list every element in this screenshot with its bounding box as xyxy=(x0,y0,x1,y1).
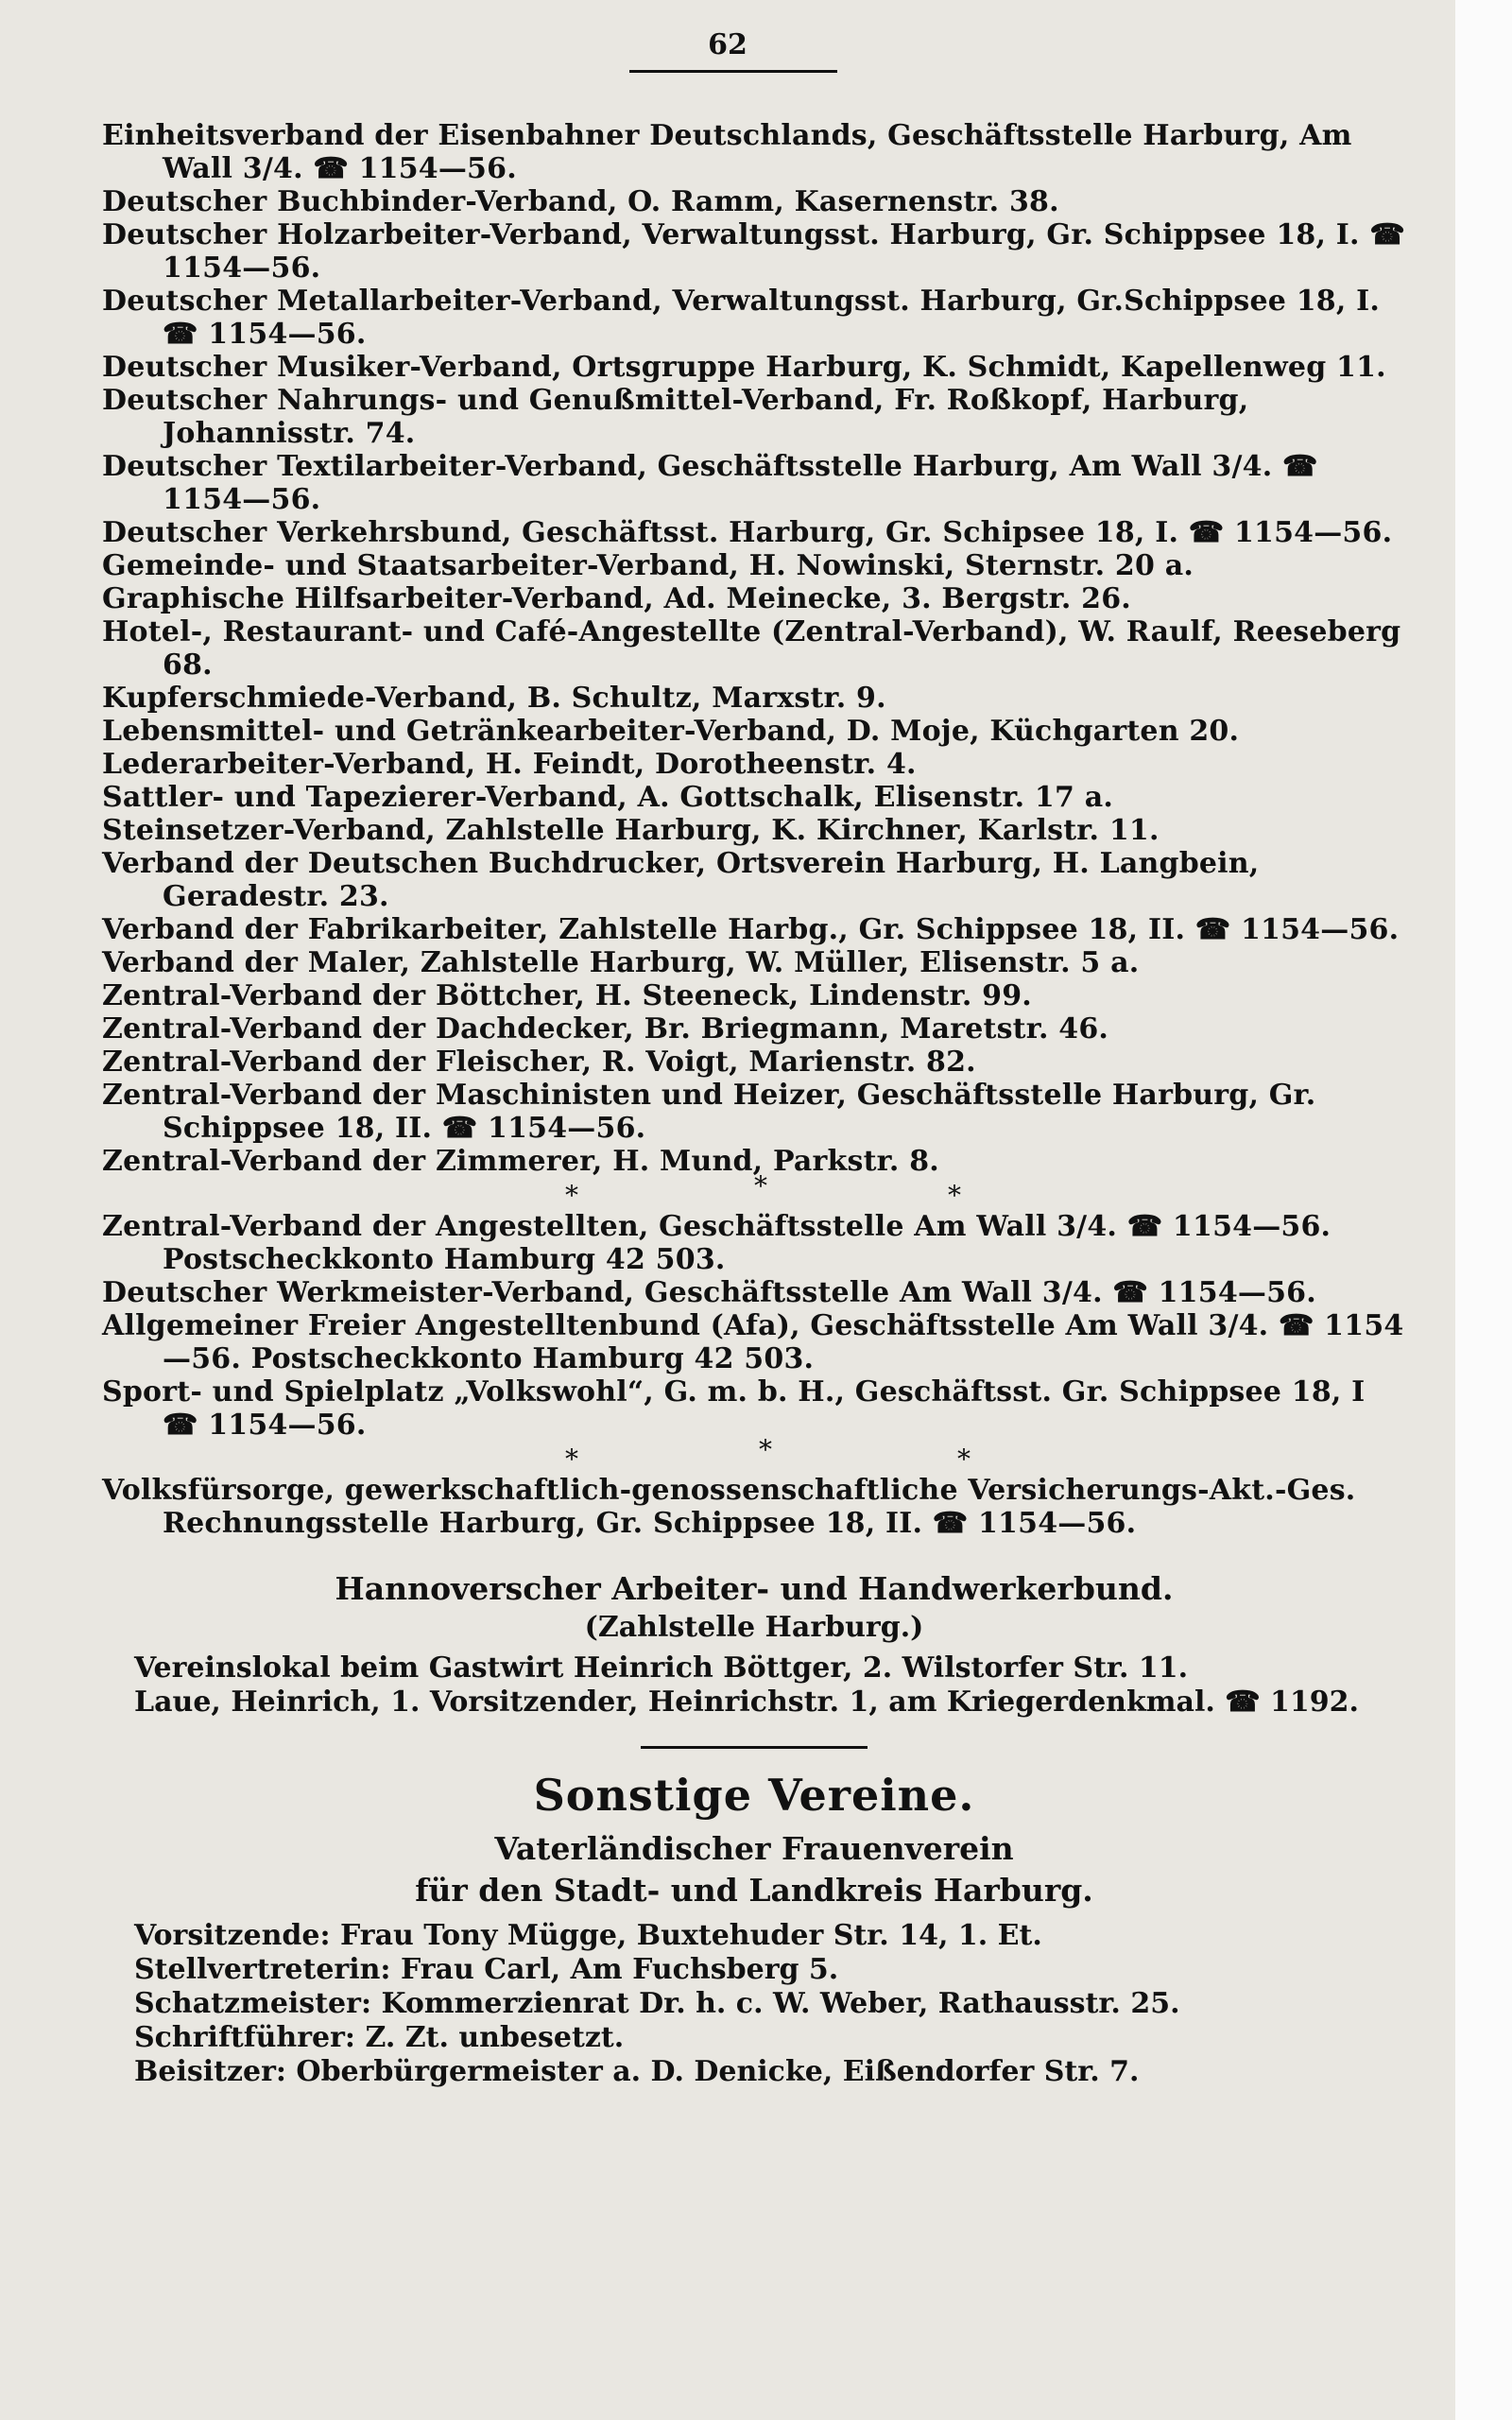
list-item: Steinsetzer-Verband, Zahlstelle Harburg, K. Kirchner, Karlstr. 11. xyxy=(102,814,1160,847)
list-item: Zentral-Verband der Maschinisten und Heizer, Geschäftsstelle Harburg, Gr. Schippsee 18, II. ☎ 1154—56. xyxy=(102,1079,1316,1145)
section-subtitle-hannover: (Zahlstelle Harburg.) xyxy=(584,1611,924,1644)
section-rule xyxy=(641,1746,868,1749)
star: * xyxy=(565,1180,578,1211)
list-item: Deutscher Holzarbeiter-Verband, Verwaltungsst. Harburg, Gr. Schippsee 18, I. ☎ 1154—56. xyxy=(102,218,1405,285)
union-list-c xyxy=(102,1474,1406,1540)
top-rule xyxy=(629,70,837,73)
union-list-a xyxy=(102,119,1406,1178)
list-item: Deutscher Buchbinder-Verband, O. Ramm, Kasernenstr. 38. xyxy=(102,185,1059,218)
page-number: 62 xyxy=(708,28,747,61)
star: * xyxy=(957,1443,971,1475)
list-item: Verband der Fabrikarbeiter, Zahlstelle Harbg., Gr. Schippsee 18, II. ☎ 1154—56. xyxy=(102,913,1400,946)
list-item: Vorsitzende: Frau Tony Mügge, Buxtehuder Str. 14, 1. Et. xyxy=(134,1919,1042,1952)
sonstige-lines xyxy=(102,1919,1406,2089)
star: * xyxy=(754,1170,767,1201)
list-item: Deutscher Verkehrsbund, Geschäftsst. Harburg, Gr. Schipsee 18, I. ☎ 1154—56. xyxy=(102,516,1393,549)
list-item: Zentral-Verband der Dachdecker, Br. Briegmann, Maretstr. 46. xyxy=(102,1012,1109,1046)
star: * xyxy=(565,1443,578,1475)
list-item: Kupferschmiede-Verband, B. Schultz, Marxstr. 9. xyxy=(102,682,886,715)
section-title-hannover: Hannoverscher Arbeiter- und Handwerkerbund. xyxy=(335,1570,1174,1607)
list-item: Deutscher Werkmeister-Verband, Geschäftsstelle Am Wall 3/4. ☎ 1154—56. xyxy=(102,1276,1316,1309)
section-title-sonstige: Sonstige Vereine. xyxy=(533,1770,975,1821)
section-subtitle-sonstige-1: Vaterländischer Frauenverein xyxy=(494,1830,1014,1867)
list-item: Lederarbeiter-Verband, H. Feindt, Dorotheenstr. 4. xyxy=(102,748,917,781)
list-item: Beisitzer: Oberbürgermeister a. D. Denicke, Eißendorfer Str. 7. xyxy=(134,2055,1140,2088)
list-item: Einheitsverband der Eisenbahner Deutschlands, Geschäftsstelle Harburg, Am Wall 3/4. ☎ 1154—56. xyxy=(102,119,1352,185)
list-item: Allgemeiner Freier Angestelltenbund (Afa), Geschäftsstelle Am Wall 3/4. ☎ 1154—56. Postscheckkonto Hamburg 42 503. xyxy=(102,1309,1404,1375)
star: * xyxy=(759,1434,772,1465)
list-item: Schatzmeister: Kommerzienrat Dr. h. c. W. Weber, Rathausstr. 25. xyxy=(134,1987,1180,2020)
list-item: Zentral-Verband der Zimmerer, H. Mund, Parkstr. 8. xyxy=(102,1145,939,1178)
section-subtitle-sonstige-2: für den Stadt- und Landkreis Harburg. xyxy=(415,1872,1093,1909)
separator-stars-1 xyxy=(102,1170,1406,1211)
list-item: Vereinslokal beim Gastwirt Heinrich Böttger, 2. Wilstorfer Str. 11. xyxy=(134,1651,1189,1685)
list-item: Deutscher Nahrungs- und Genußmittel-Verband, Fr. Roßkopf, Harburg, Johannisstr. 74. xyxy=(102,384,1249,450)
list-item: Verband der Deutschen Buchdrucker, Ortsverein Harburg, H. Langbein, Geradestr. 23. xyxy=(102,847,1260,913)
list-item: Gemeinde- und Staatsarbeiter-Verband, H. Nowinski, Sternstr. 20 a. xyxy=(102,549,1194,582)
list-item: Laue, Heinrich, 1. Vorsitzender, Heinrichstr. 1, am Kriegerdenkmal. ☎ 1192. xyxy=(134,1685,1359,1719)
list-item: Sattler- und Tapezierer-Verband, A. Gottschalk, Elisenstr. 17 a. xyxy=(102,781,1113,814)
union-list-b xyxy=(102,1210,1406,1442)
list-item: Schriftführer: Z. Zt. unbesetzt. xyxy=(134,2021,625,2054)
separator-stars-2 xyxy=(102,1434,1406,1475)
list-item: Hotel-, Restaurant- und Café-Angestellte (Zentral-Verband), W. Raulf, Reeseberg 68. xyxy=(102,615,1401,682)
list-item: Deutscher Textilarbeiter-Verband, Geschäftsstelle Harburg, Am Wall 3/4. ☎ 1154—56. xyxy=(102,450,1318,516)
list-item: Zentral-Verband der Angestellten, Geschäftsstelle Am Wall 3/4. ☎ 1154—56. Postscheckkonto Hamburg 42 503. xyxy=(102,1210,1332,1276)
list-item: Verband der Maler, Zahlstelle Harburg, W. Müller, Elisenstr. 5 a. xyxy=(102,946,1140,979)
page-edge xyxy=(1455,0,1512,2420)
list-item: Deutscher Musiker-Verband, Ortsgruppe Harburg, K. Schmidt, Kapellenweg 11. xyxy=(102,351,1386,384)
list-item: Zentral-Verband der Fleischer, R. Voigt, Marienstr. 82. xyxy=(102,1046,976,1079)
list-item: Graphische Hilfsarbeiter-Verband, Ad. Meinecke, 3. Bergstr. 26. xyxy=(102,582,1131,615)
list-item: Zentral-Verband der Böttcher, H. Steeneck, Lindenstr. 99. xyxy=(102,979,1032,1012)
list-item: Volksfürsorge, gewerkschaftlich-genossenschaftliche Versicherungs-Akt.-Ges. Rechnungsstelle Harburg, Gr. Schippsee 18, II. ☎ 1154—56. xyxy=(102,1474,1356,1540)
list-item: Sport- und Spielplatz „Volkswohl“, G. m. b. H., Geschäftsst. Gr. Schippsee 18, I ☎ 1154—56. xyxy=(102,1375,1366,1442)
hannover-lines xyxy=(102,1651,1406,1720)
list-item: Stellvertreterin: Frau Carl, Am Fuchsberg 5. xyxy=(134,1953,839,1986)
list-item: Deutscher Metallarbeiter-Verband, Verwaltungsst. Harburg, Gr.Schippsee 18, I. ☎ 1154—56. xyxy=(102,285,1381,351)
star: * xyxy=(948,1180,961,1211)
list-item: Lebensmittel- und Getränkearbeiter-Verband, D. Moje, Küchgarten 20. xyxy=(102,715,1240,748)
page-column xyxy=(102,119,1406,2089)
